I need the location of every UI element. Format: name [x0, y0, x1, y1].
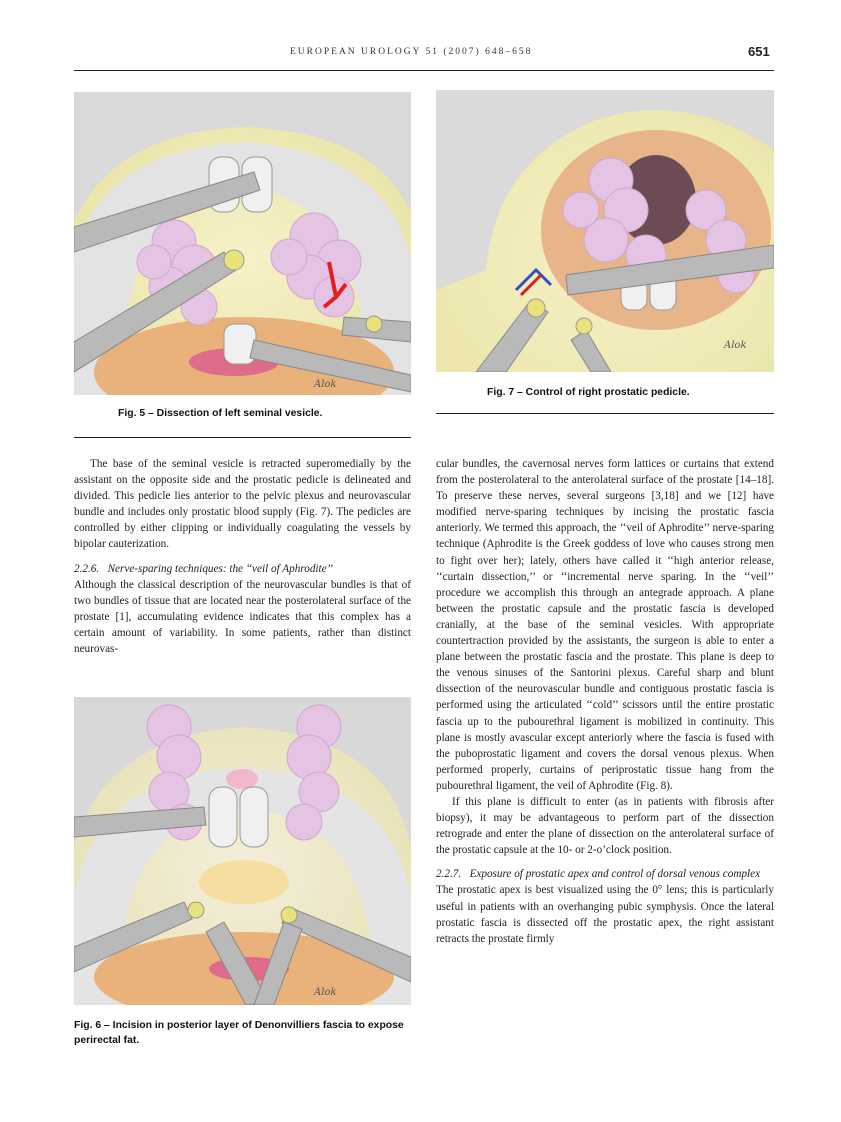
figure-7-signature: Alok: [724, 340, 747, 351]
running-header: [0, 44, 841, 64]
figure-7-rule: [436, 413, 774, 414]
figure-6-signature: Alok: [314, 987, 337, 998]
figure-5-signature: Alok: [314, 379, 337, 390]
figure-5-illustration: [74, 92, 411, 395]
paragraph: Although the classical description of the neurovascular bundles is that of two bundles of tissue that are located near the posterolateral surface of the prostate [1], accumulating evidence indicates that this complex has a certain amount of variability. In some patients, rather than distinct neurovas-: [74, 578, 411, 656]
figure-5-rule: [74, 437, 411, 438]
figure-6-caption: Fig. 6 – Incision in posterior layer of Denonvilliers fascia to expose perirectal fat.: [74, 1020, 404, 1046]
section-heading-2-2-6: [74, 561, 411, 577]
paragraph: If this plane is difficult to enter (as in patients with fibrosis after biopsy), it may be advantageous to perform part of the dissection retrograde and enter the plane of dissection on the anterolateral surface of the prostatic capsule at the 10- or 2-o’clock position.: [436, 795, 774, 857]
section-number: 2.2.7.: [436, 868, 462, 881]
journal-citation: EUROPEAN UROLOGY 51 (2007) 648–658: [290, 47, 533, 57]
figure-7-illustration: [436, 90, 774, 372]
figure-5-caption: Fig. 5 – Dissection of left seminal vesicle.: [118, 408, 323, 419]
figure-7-caption: Fig. 7 – Control of right prostatic pedicle.: [487, 387, 690, 398]
section-heading-2-2-7: [436, 866, 774, 882]
figure-6-illustration: [74, 697, 411, 1005]
paragraph: The prostatic apex is best visualized using the 0° lens; this is particularly useful in patients with an overhanging pubic symphysis. Once the lateral prostatic fascia is dissected off the prostatic apex, the right assistant retracts the prostate firmly: [436, 884, 774, 945]
section-title: Exposure of prostatic apex and control of dorsal venous complex: [469, 868, 761, 881]
page-number: 651: [748, 44, 770, 59]
section-title: Nerve-sparing techniques: the ‘‘veil of Aphrodite’’: [107, 562, 333, 575]
paragraph: cular bundles, the cavernosal nerves form lattices or curtains that extend from the posterolateral to the anterolateral surface of the prostate [14–18]. To preserve these nerves, several surgeons [3,18] and we [12] have modified nerve-sparing techniques by incising the prostatic fascia anteriorly. We termed this approach, the ‘‘veil of Aphrodite’’ nerve-sparing technique (Aphrodite is the Greek goddess of love who causes strong men to fight over her); lately, others have called it ‘‘high anterior release, ‘‘curtain dissection,’’ or ‘‘incremental nerve sparing. In the ‘‘veil’’ procedure we accomplish this through an antegrade approach. A plane between the prostatic capsule and the prostatic fascia is developed cranially, at the base of the seminal vesicles. With appropriate countertraction provided by the assistants, the surgeon is able to enter a plane between the prostatic fascia and the prostate. This plane is deep to the venous sinuses of the Santorini plexus. Careful sharp and blunt dissection of the neurovascular bundle and contiguous prostatic fascia is performed using the articulated ‘‘cold’’ scissors until the entire prostatic fascia up to the pubourethral ligament is mobilized in continuity. This plane is mostly avascular except anteriorly where the fascia is fused with the puboprostatic ligament and covers the dorsal venous plexus. When performed properly, curtains of periprostatic tissue hang from the pubourethral ligament, the veil of Aphrodite (Fig. 8).: [436, 458, 774, 792]
header-rule: [74, 70, 774, 71]
right-column-text: [436, 456, 774, 947]
paragraph: The base of the seminal vesicle is retracted superomedially by the assistant on the opposite side and the prostatic pedicle is delineated and divided. This pedicle lies anterior to the pelvic plexus and neurovascular bundle and includes only prostatic blood supply (Fig. 7). The pedicles are controlled by either clipping or individually coagulating the vessels by bipolar cauterization.: [74, 458, 411, 551]
left-column-text: [74, 456, 411, 657]
section-number: 2.2.6.: [74, 562, 100, 575]
